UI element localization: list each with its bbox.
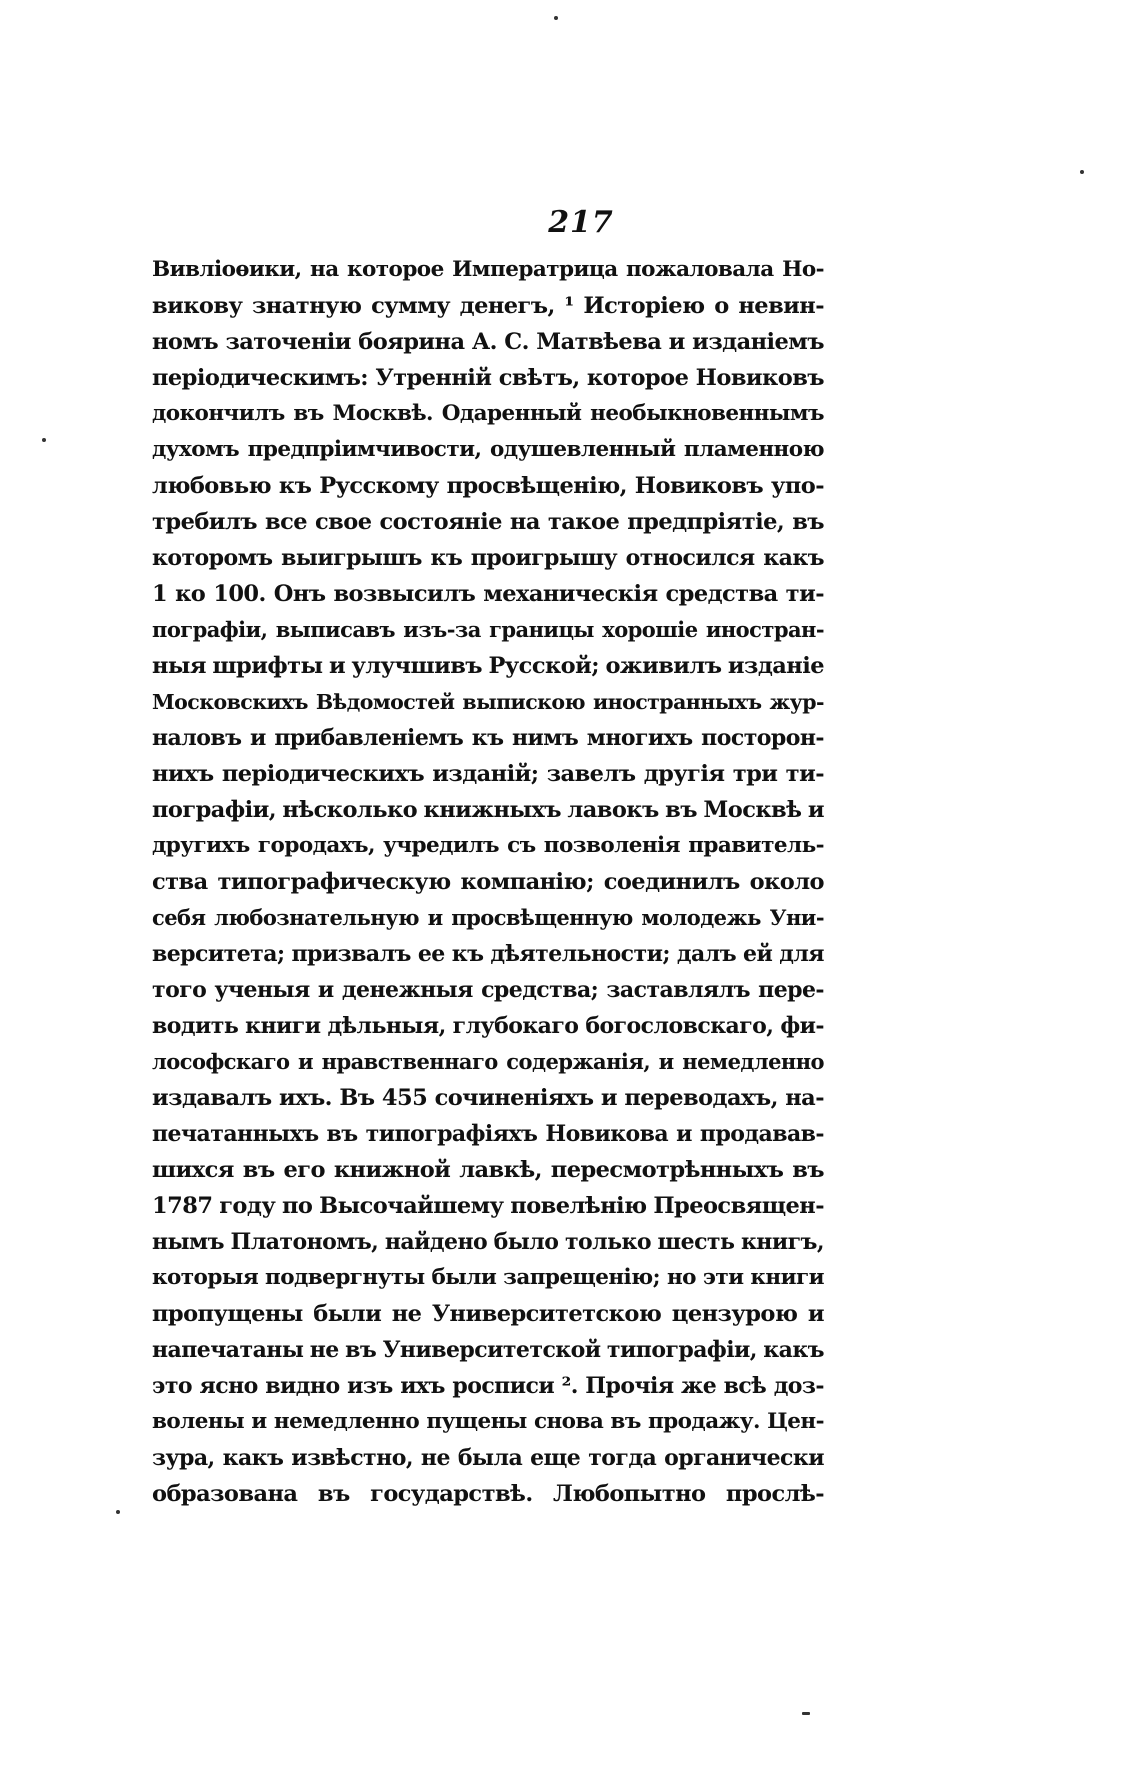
text-line: зура, какъ извѣстно, не была еще тогда органически (152, 1445, 824, 1471)
text-line: того ученыя и денежныя средства; заставлялъ пере- (152, 977, 824, 1003)
text-line: волены и немедленно пущены снова въ продажу. Цен- (152, 1409, 824, 1434)
text-line: которыя подвергнуты были запрещенію; но эти книги (152, 1265, 824, 1290)
text-line: лософскаго и нравственнаго содержанія, и немедленно (152, 1049, 824, 1074)
text-line: нымъ Платономъ, найдено было только шесть книгъ, (152, 1229, 824, 1255)
text-line: образована въ государствѣ. Любопытно прослѣ- (152, 1481, 824, 1507)
text-line: любовью къ Русскому просвѣщенію, Новиковъ упо- (152, 473, 824, 499)
text-line: верситета; призвалъ ее къ дѣятельности; далъ ей для (152, 941, 824, 967)
text-line: 1787 году по Высочайшему повелѣнію Преосвящен- (152, 1193, 824, 1219)
text-line: духомъ предпріимчивости, одушевленный пламенною (152, 437, 824, 462)
text-line: издавалъ ихъ. Въ 455 сочиненіяхъ и переводахъ, на- (152, 1085, 824, 1111)
text-line: это ясно видно изъ ихъ росписи ². Прочія же всѣ доз- (152, 1373, 824, 1399)
text-line: докончилъ въ Москвѣ. Одаренный необыкновеннымъ (152, 401, 824, 426)
text-line: пографіи, выписавъ изъ-за границы хорошіе иностран- (152, 617, 824, 642)
text-line: шихся въ его книжной лавкѣ, пересмотрѣнныхъ въ (152, 1157, 824, 1183)
dust-speck (1080, 170, 1084, 174)
dust-speck (554, 16, 558, 20)
text-line: другихъ городахъ, учредилъ съ позволенія правитель- (152, 833, 824, 858)
text-line: ныя шрифты и улучшивъ Русской; оживилъ изданіе (152, 653, 824, 679)
text-line: 1 ко 100. Онъ возвысилъ механическія средства ти- (152, 581, 824, 607)
text-line: водить книги дѣльныя, глубокаго богословскаго, фи- (152, 1013, 824, 1039)
text-line: напечатаны не въ Университетской типографіи, какъ (152, 1337, 824, 1363)
text-line: номъ заточеніи боярина А. С. Матвѣева и изданіемъ (152, 329, 824, 355)
text-line: печатанныхъ въ типографіяхъ Новикова и продавав- (152, 1121, 824, 1147)
page-number: 217 (548, 205, 614, 240)
text-line: викову знатную сумму денегъ, ¹ Исторіею о невин- (152, 293, 824, 319)
text-line: наловъ и прибавленіемъ къ нимъ многихъ посторон- (152, 725, 824, 751)
text-line: нихъ періодическихъ изданій; завелъ другія три ти- (152, 761, 824, 787)
text-line: Вивліоѳики, на которое Императрица пожаловала Но- (152, 257, 824, 282)
text-line: которомъ выигрышъ къ проигрышу относился какъ (152, 545, 824, 571)
text-line: себя любознательную и просвѣщенную молодежь Уни- (152, 905, 824, 930)
text-line: требилъ все свое состояніе на такое предпріятіе, въ (152, 509, 824, 535)
dust-speck (116, 1510, 120, 1514)
text-line: ства типографическую компанію; соединилъ около (152, 869, 824, 895)
dust-speck (802, 1712, 810, 1715)
text-line: пографіи, нѣсколько книжныхъ лавокъ въ Москвѣ и (152, 797, 824, 823)
dust-speck (42, 438, 46, 442)
text-line: Московскихъ Вѣдомостей выпискою иностранныхъ жур- (152, 690, 824, 714)
text-line: пропущены были не Университетскою цензурою и (152, 1301, 824, 1327)
text-line: періодическимъ: Утренній свѣтъ, которое Новиковъ (152, 365, 824, 391)
body-text (152, 252, 824, 1512)
